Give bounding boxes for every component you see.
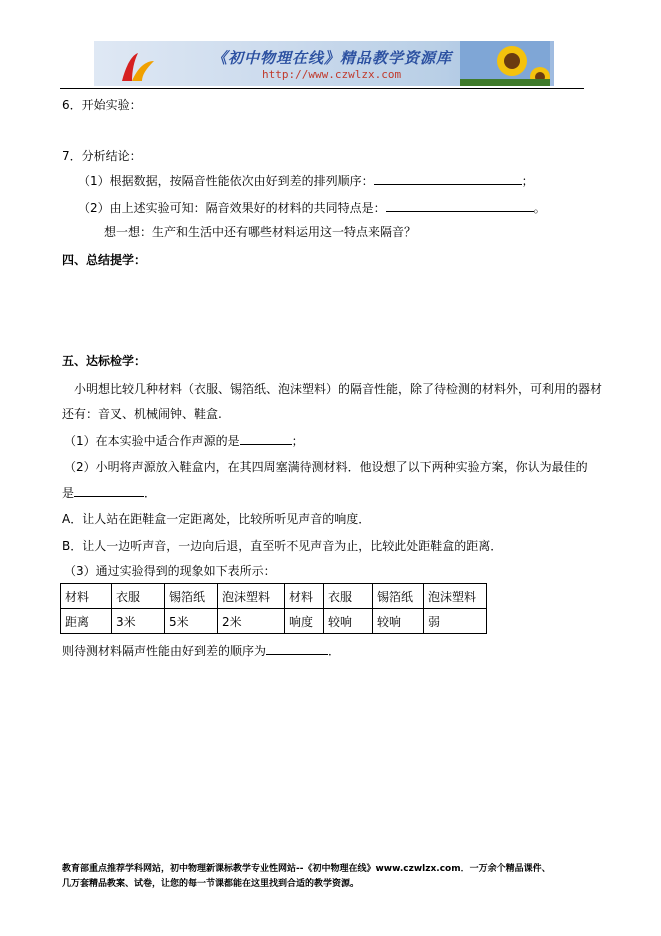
- table-cell: 锡箔纸: [165, 584, 218, 609]
- table-cell: 材料: [285, 584, 324, 609]
- table-cell: 3米: [112, 609, 165, 634]
- footer: [62, 862, 602, 892]
- footer-line-1: 教育部重点推荐学科网站，初中物理新课标教学专业性网站--《初中物理在线》www.czwlzx.com．一万余个精品课件、: [62, 864, 551, 874]
- logo-icon: [116, 51, 156, 83]
- question-2-text: （2）由上述实验可知：隔音效果好的材料的共同特点是：: [78, 201, 386, 215]
- banner-title: 《初中物理在线》精品教学资源库: [212, 49, 453, 67]
- problem-2-line-2: [62, 484, 156, 501]
- intro-line-1: 小明想比较几种材料（衣服、锡箔纸、泡沫塑料）的隔音性能，除了待检测的材料外，可利用的器材: [74, 382, 603, 396]
- table-cell: 5米: [165, 609, 218, 634]
- problem-2-text: 是: [62, 486, 75, 500]
- footer-line-2: 几万套精品教案、试卷，让您的每一节课都能在这里找到合适的教学资源。: [62, 879, 360, 889]
- problem-1-end: ；: [291, 434, 304, 448]
- section-4-heading: 四、总结提学：: [62, 253, 147, 267]
- question-1-text: （1）根据数据，按隔音性能依次由好到差的排列顺序：: [78, 174, 374, 188]
- conclusion-end: ．: [328, 644, 341, 658]
- table-cell: 距离: [61, 609, 112, 634]
- table-cell: 响度: [285, 609, 324, 634]
- think-prompt: 想一想：生产和生活中还有哪些材料运用这一特点来隔音？: [104, 225, 417, 239]
- table-cell: 弱: [424, 609, 487, 634]
- question-2: [78, 199, 546, 216]
- observation-table: [60, 583, 487, 634]
- option-b: B．让人一边听声音，一边向后退，直至听不见声音为止，比较此处距鞋盒的距离．: [62, 539, 503, 553]
- header-divider: [60, 88, 584, 89]
- table-cell: 材料: [61, 584, 112, 609]
- table-cell: 2米: [218, 609, 285, 634]
- table-row: [61, 584, 487, 609]
- question-1: [78, 172, 534, 189]
- question-2-end: 。: [533, 201, 546, 215]
- problem-3: （3）通过实验得到的现象如下表所示：: [64, 564, 276, 578]
- table-cell: 衣服: [324, 584, 373, 609]
- option-a: A．让人站在距鞋盒一定距离处，比较所听见声音的响度．: [62, 512, 371, 526]
- problem-1: [64, 432, 304, 449]
- answer-blank[interactable]: [266, 643, 328, 655]
- table-row: [61, 609, 487, 634]
- question-1-end: ；: [521, 174, 534, 188]
- answer-blank[interactable]: [74, 485, 144, 497]
- banner-url[interactable]: http://www.czwlzx.com: [262, 68, 402, 81]
- problem-1-text: （1）在本实验中适合作声源的是: [64, 434, 240, 448]
- intro-line-2: 还有：音叉、机械闹钟、鞋盒.: [62, 407, 222, 421]
- table-cell: 较响: [373, 609, 424, 634]
- header-banner: [94, 41, 554, 86]
- step-7: 7．分析结论：: [62, 149, 142, 163]
- conclusion-text: 则待测材料隔声性能由好到差的顺序为: [62, 644, 267, 658]
- table-cell: 泡沫塑料: [218, 584, 285, 609]
- problem-2-line-1: （2）小明将声源放入鞋盒内，在其四周塞满待测材料．他设想了以下两种实验方案，你认为最佳的: [64, 460, 588, 474]
- answer-blank[interactable]: [386, 200, 534, 212]
- table-cell: 衣服: [112, 584, 165, 609]
- conclusion-line: [62, 642, 340, 659]
- table-cell: 较响: [324, 609, 373, 634]
- table-cell: 泡沫塑料: [424, 584, 487, 609]
- answer-blank[interactable]: [374, 173, 522, 185]
- step-6: 6．开始实验：: [62, 98, 142, 112]
- table-cell: 锡箔纸: [373, 584, 424, 609]
- section-5-heading: 五、达标检学：: [62, 354, 147, 368]
- problem-2-end: ．: [144, 486, 157, 500]
- answer-blank[interactable]: [240, 433, 292, 445]
- sunflower-icon: [460, 41, 550, 86]
